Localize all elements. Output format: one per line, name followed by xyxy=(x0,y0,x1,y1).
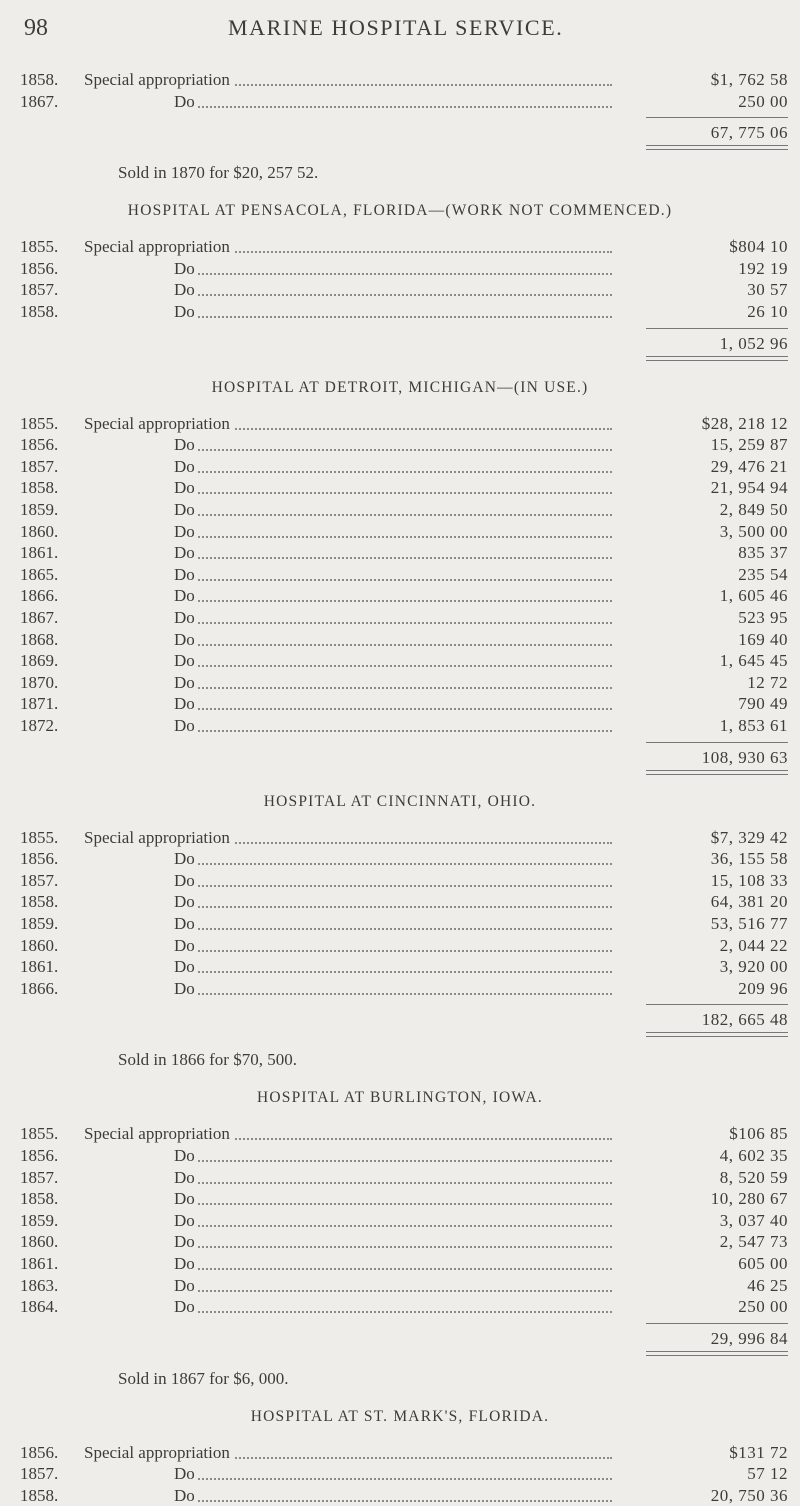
row-year: 1863. xyxy=(20,1275,59,1295)
row-description xyxy=(174,1168,612,1188)
total-double-rule xyxy=(646,145,788,150)
row-description xyxy=(174,608,612,628)
row-year: 1857. xyxy=(20,1167,59,1187)
row-description-text: Do xyxy=(174,608,198,627)
row-year: 1856. xyxy=(20,258,59,278)
row-description-text: Do xyxy=(174,435,198,454)
row-year: 1859. xyxy=(20,1210,59,1230)
row-amount: 2, 547 73 xyxy=(719,1232,788,1252)
row-year: 1860. xyxy=(20,935,59,955)
row-description xyxy=(174,892,612,912)
ledger-row xyxy=(20,914,788,934)
ledger-row xyxy=(20,70,788,90)
ledger-row xyxy=(20,1297,788,1317)
row-description xyxy=(174,849,612,869)
row-amount: 12 72 xyxy=(747,672,788,692)
ledger-row xyxy=(20,414,788,434)
row-description-text: Do xyxy=(174,673,198,692)
row-description xyxy=(84,1124,612,1144)
row-year: 1861. xyxy=(20,957,59,977)
row-description-text: Special appropriation xyxy=(84,828,233,847)
row-description xyxy=(174,1232,612,1252)
row-description xyxy=(84,70,612,90)
row-amount: 3, 500 00 xyxy=(719,521,788,541)
ledger-row xyxy=(20,1276,788,1296)
row-year: 1866. xyxy=(20,586,59,606)
row-description-text: Do xyxy=(174,478,198,497)
ledger-row xyxy=(20,1254,788,1274)
ledger-row xyxy=(20,478,788,498)
row-amount: 605 00 xyxy=(738,1254,788,1273)
row-year: 1856. xyxy=(20,1146,59,1165)
row-description xyxy=(174,259,612,279)
row-description xyxy=(174,673,612,693)
row-amount: 29, 476 21 xyxy=(710,456,788,476)
row-description xyxy=(174,457,612,477)
row-year: 1856. xyxy=(20,849,59,869)
subtotal-rule xyxy=(646,328,788,329)
row-description xyxy=(84,414,612,434)
row-amount: 10, 280 67 xyxy=(710,1189,788,1209)
ledger-row xyxy=(20,1232,788,1252)
ledger-row xyxy=(20,586,788,606)
section-total: 67, 775 06 xyxy=(710,123,788,143)
row-amount: 1, 605 46 xyxy=(719,586,788,606)
ledger-row xyxy=(20,849,788,869)
row-year: 1864. xyxy=(20,1297,59,1317)
row-year: 1872. xyxy=(20,716,59,735)
row-amount: $131 72 xyxy=(729,1442,788,1462)
row-description xyxy=(174,1276,612,1296)
row-amount: 26 10 xyxy=(747,302,788,321)
row-amount: $106 85 xyxy=(729,1124,788,1144)
row-description xyxy=(174,936,612,956)
row-year: 1858. xyxy=(20,302,59,321)
row-amount: $7, 329 42 xyxy=(710,827,788,847)
row-description xyxy=(174,1211,612,1231)
row-amount: 235 54 xyxy=(738,564,788,584)
row-description-text: Do xyxy=(174,586,198,605)
row-year: 1858. xyxy=(20,1189,59,1209)
ledger-row xyxy=(20,651,788,671)
ledger-row xyxy=(20,92,788,112)
row-amount: 1, 853 61 xyxy=(719,716,788,735)
section-heading: HOSPITAL AT DETROIT, MICHIGAN—(IN USE.) xyxy=(211,378,589,396)
subtotal-rule xyxy=(646,117,788,118)
section-total: 29, 996 84 xyxy=(710,1328,788,1348)
total-double-rule xyxy=(646,1351,788,1356)
row-description xyxy=(174,586,612,606)
row-description xyxy=(174,716,612,736)
ledger-row xyxy=(20,1443,788,1463)
ledger-row xyxy=(20,1486,788,1506)
row-description-text: Do xyxy=(174,1297,198,1316)
section-heading: HOSPITAL AT PENSACOLA, FLORIDA—(WORK NOT COMMENCED.) xyxy=(127,202,673,220)
row-amount: 8, 520 59 xyxy=(719,1167,788,1187)
ledger-row xyxy=(20,302,788,322)
row-description-text: Do xyxy=(174,1232,198,1251)
row-amount: 46 25 xyxy=(747,1275,788,1295)
row-description xyxy=(174,651,612,671)
ledger-row xyxy=(20,522,788,542)
ledger-row xyxy=(20,237,788,257)
row-year: 1856. xyxy=(20,1442,59,1462)
row-amount: $1, 762 58 xyxy=(710,70,788,89)
row-description-text: Do xyxy=(174,543,198,562)
row-year: 1857. xyxy=(20,280,59,300)
row-amount: 57 12 xyxy=(747,1464,788,1484)
row-description-text: Do xyxy=(174,92,198,111)
ledger-row xyxy=(20,543,788,563)
ledger-row xyxy=(20,280,788,300)
subtotal-rule xyxy=(646,1323,788,1324)
ledger-row xyxy=(20,1189,788,1209)
row-amount: 2, 044 22 xyxy=(719,935,788,955)
row-amount: 523 95 xyxy=(738,608,788,627)
subtotal-rule xyxy=(646,1004,788,1005)
row-description-text: Special appropriation xyxy=(84,237,233,256)
row-description-text: Do xyxy=(174,694,198,713)
row-year: 1858. xyxy=(20,70,59,89)
ledger-row xyxy=(20,871,788,891)
row-year: 1857. xyxy=(20,456,59,476)
row-year: 1855. xyxy=(20,827,59,847)
row-description-text: Do xyxy=(174,1464,198,1483)
row-description xyxy=(174,435,612,455)
section-heading: HOSPITAL AT BURLINGTON, IOWA. xyxy=(256,1089,543,1107)
row-amount: 21, 954 94 xyxy=(710,478,788,498)
row-amount: 835 37 xyxy=(738,543,788,563)
row-amount: 250 00 xyxy=(738,1297,788,1317)
row-year: 1868. xyxy=(20,629,59,649)
ledger-row xyxy=(20,828,788,848)
section-total: 1, 052 96 xyxy=(719,333,788,353)
section-heading: HOSPITAL AT CINCINNATI, OHIO. xyxy=(263,792,537,810)
row-description-text: Do xyxy=(174,914,198,933)
sale-note: Sold in 1866 for $70, 500. xyxy=(118,1050,297,1070)
page-number: 98 xyxy=(24,15,48,41)
row-amount: 209 96 xyxy=(738,978,788,998)
ledger-row xyxy=(20,1211,788,1231)
row-description-text: Do xyxy=(174,630,198,649)
section-total: 108, 930 63 xyxy=(701,747,788,767)
sale-note: Sold in 1870 for $20, 257 52. xyxy=(118,163,319,183)
ledger-row xyxy=(20,1168,788,1188)
row-year: 1867. xyxy=(20,608,59,627)
row-amount: 169 40 xyxy=(738,629,788,649)
row-description xyxy=(174,1464,612,1484)
row-year: 1871. xyxy=(20,694,59,714)
ledger-row xyxy=(20,673,788,693)
section-heading: HOSPITAL AT ST. MARK'S, FLORIDA. xyxy=(250,1407,550,1425)
row-description xyxy=(174,914,612,934)
row-description-text: Do xyxy=(174,565,198,584)
row-description xyxy=(174,1486,612,1506)
row-amount: 192 19 xyxy=(738,258,788,278)
row-year: 1856. xyxy=(20,435,59,455)
ledger-row xyxy=(20,565,788,585)
row-amount: 3, 037 40 xyxy=(719,1210,788,1230)
row-description-text: Do xyxy=(174,936,198,955)
row-description-text: Do xyxy=(174,259,198,278)
row-description-text: Do xyxy=(174,1276,198,1295)
row-description-text: Do xyxy=(174,457,198,476)
row-year: 1860. xyxy=(20,1232,59,1252)
row-description xyxy=(174,280,612,300)
ledger-row xyxy=(20,957,788,977)
row-amount: 15, 259 87 xyxy=(710,435,788,455)
row-year: 1860. xyxy=(20,521,59,541)
row-amount: 1, 645 45 xyxy=(719,651,788,671)
ledger-row xyxy=(20,892,788,912)
row-year: 1867. xyxy=(20,91,59,111)
row-amount: 64, 381 20 xyxy=(710,892,788,912)
total-double-rule xyxy=(646,770,788,775)
row-description-text: Do xyxy=(174,716,198,735)
row-amount: $28, 218 12 xyxy=(701,413,788,433)
row-description-text: Do xyxy=(174,979,198,998)
ledger-row xyxy=(20,936,788,956)
row-description xyxy=(174,500,612,520)
row-description-text: Do xyxy=(174,1189,198,1208)
row-description-text: Special appropriation xyxy=(84,414,233,433)
running-head: MARINE HOSPITAL SERVICE. xyxy=(228,15,564,40)
row-description-text: Do xyxy=(174,280,198,299)
row-description xyxy=(174,478,612,498)
row-description xyxy=(84,237,612,257)
row-description-text: Do xyxy=(174,522,198,541)
row-year: 1858. xyxy=(20,1486,59,1505)
row-amount: 4, 602 35 xyxy=(719,1146,788,1165)
ledger-row xyxy=(20,435,788,455)
ledger-row xyxy=(20,259,788,279)
row-description xyxy=(84,1443,612,1463)
total-double-rule xyxy=(646,1032,788,1037)
row-year: 1870. xyxy=(20,672,59,692)
row-amount: 250 00 xyxy=(738,91,788,111)
row-year: 1855. xyxy=(20,1124,59,1144)
row-description-text: Special appropriation xyxy=(84,1124,233,1143)
row-description xyxy=(84,828,612,848)
row-description xyxy=(174,1146,612,1166)
row-year: 1869. xyxy=(20,651,59,671)
sale-note: Sold in 1867 for $6, 000. xyxy=(118,1368,289,1388)
row-description xyxy=(174,1297,612,1317)
ledger-row xyxy=(20,694,788,714)
row-amount: 3, 920 00 xyxy=(719,957,788,977)
row-amount: 53, 516 77 xyxy=(710,914,788,933)
row-description-text: Do xyxy=(174,957,198,976)
row-year: 1861. xyxy=(20,1254,59,1273)
row-description xyxy=(174,871,612,891)
row-description-text: Do xyxy=(174,302,198,321)
row-description-text: Special appropriation xyxy=(84,1443,233,1462)
row-year: 1858. xyxy=(20,892,59,912)
row-description xyxy=(174,1254,612,1274)
row-description xyxy=(174,979,612,999)
row-description-text: Do xyxy=(174,651,198,670)
row-amount: 2, 849 50 xyxy=(719,500,788,519)
row-description-text: Do xyxy=(174,500,198,519)
subtotal-rule xyxy=(646,742,788,743)
row-amount: 15, 108 33 xyxy=(710,870,788,890)
section-total: 182, 665 48 xyxy=(701,1010,788,1030)
row-description-text: Do xyxy=(174,1254,198,1273)
row-description xyxy=(174,1189,612,1209)
row-description xyxy=(174,543,612,563)
row-description xyxy=(174,694,612,714)
row-description xyxy=(174,92,612,112)
row-year: 1858. xyxy=(20,478,59,498)
row-year: 1861. xyxy=(20,543,59,563)
row-amount: 790 49 xyxy=(738,694,788,714)
row-amount: 36, 155 58 xyxy=(710,849,788,869)
ledger-row xyxy=(20,716,788,736)
row-description-text: Do xyxy=(174,1486,198,1505)
ledger-row xyxy=(20,1124,788,1144)
row-description xyxy=(174,302,612,322)
row-year: 1855. xyxy=(20,413,59,433)
row-description-text: Do xyxy=(174,1211,198,1230)
row-description-text: Do xyxy=(174,1168,198,1187)
row-year: 1857. xyxy=(20,870,59,890)
ledger-row xyxy=(20,1146,788,1166)
ledger-row xyxy=(20,608,788,628)
ledger-row xyxy=(20,630,788,650)
ledger-row xyxy=(20,457,788,477)
row-year: 1859. xyxy=(20,500,59,519)
row-description-text: Do xyxy=(174,849,198,868)
total-double-rule xyxy=(646,356,788,361)
ledger-row xyxy=(20,979,788,999)
row-description-text: Special appropriation xyxy=(84,70,233,89)
row-description-text: Do xyxy=(174,892,198,911)
row-description xyxy=(174,630,612,650)
row-description xyxy=(174,565,612,585)
row-year: 1865. xyxy=(20,564,59,584)
row-amount: 20, 750 36 xyxy=(710,1486,788,1505)
row-description-text: Do xyxy=(174,871,198,890)
row-year: 1855. xyxy=(20,237,59,257)
row-description xyxy=(174,957,612,977)
row-amount: $804 10 xyxy=(729,237,788,257)
row-description-text: Do xyxy=(174,1146,198,1165)
ledger-row xyxy=(20,1464,788,1484)
row-description xyxy=(174,522,612,542)
row-year: 1866. xyxy=(20,978,59,998)
row-year: 1859. xyxy=(20,914,59,933)
ledger-row xyxy=(20,500,788,520)
row-year: 1857. xyxy=(20,1464,59,1484)
row-amount: 30 57 xyxy=(747,280,788,300)
